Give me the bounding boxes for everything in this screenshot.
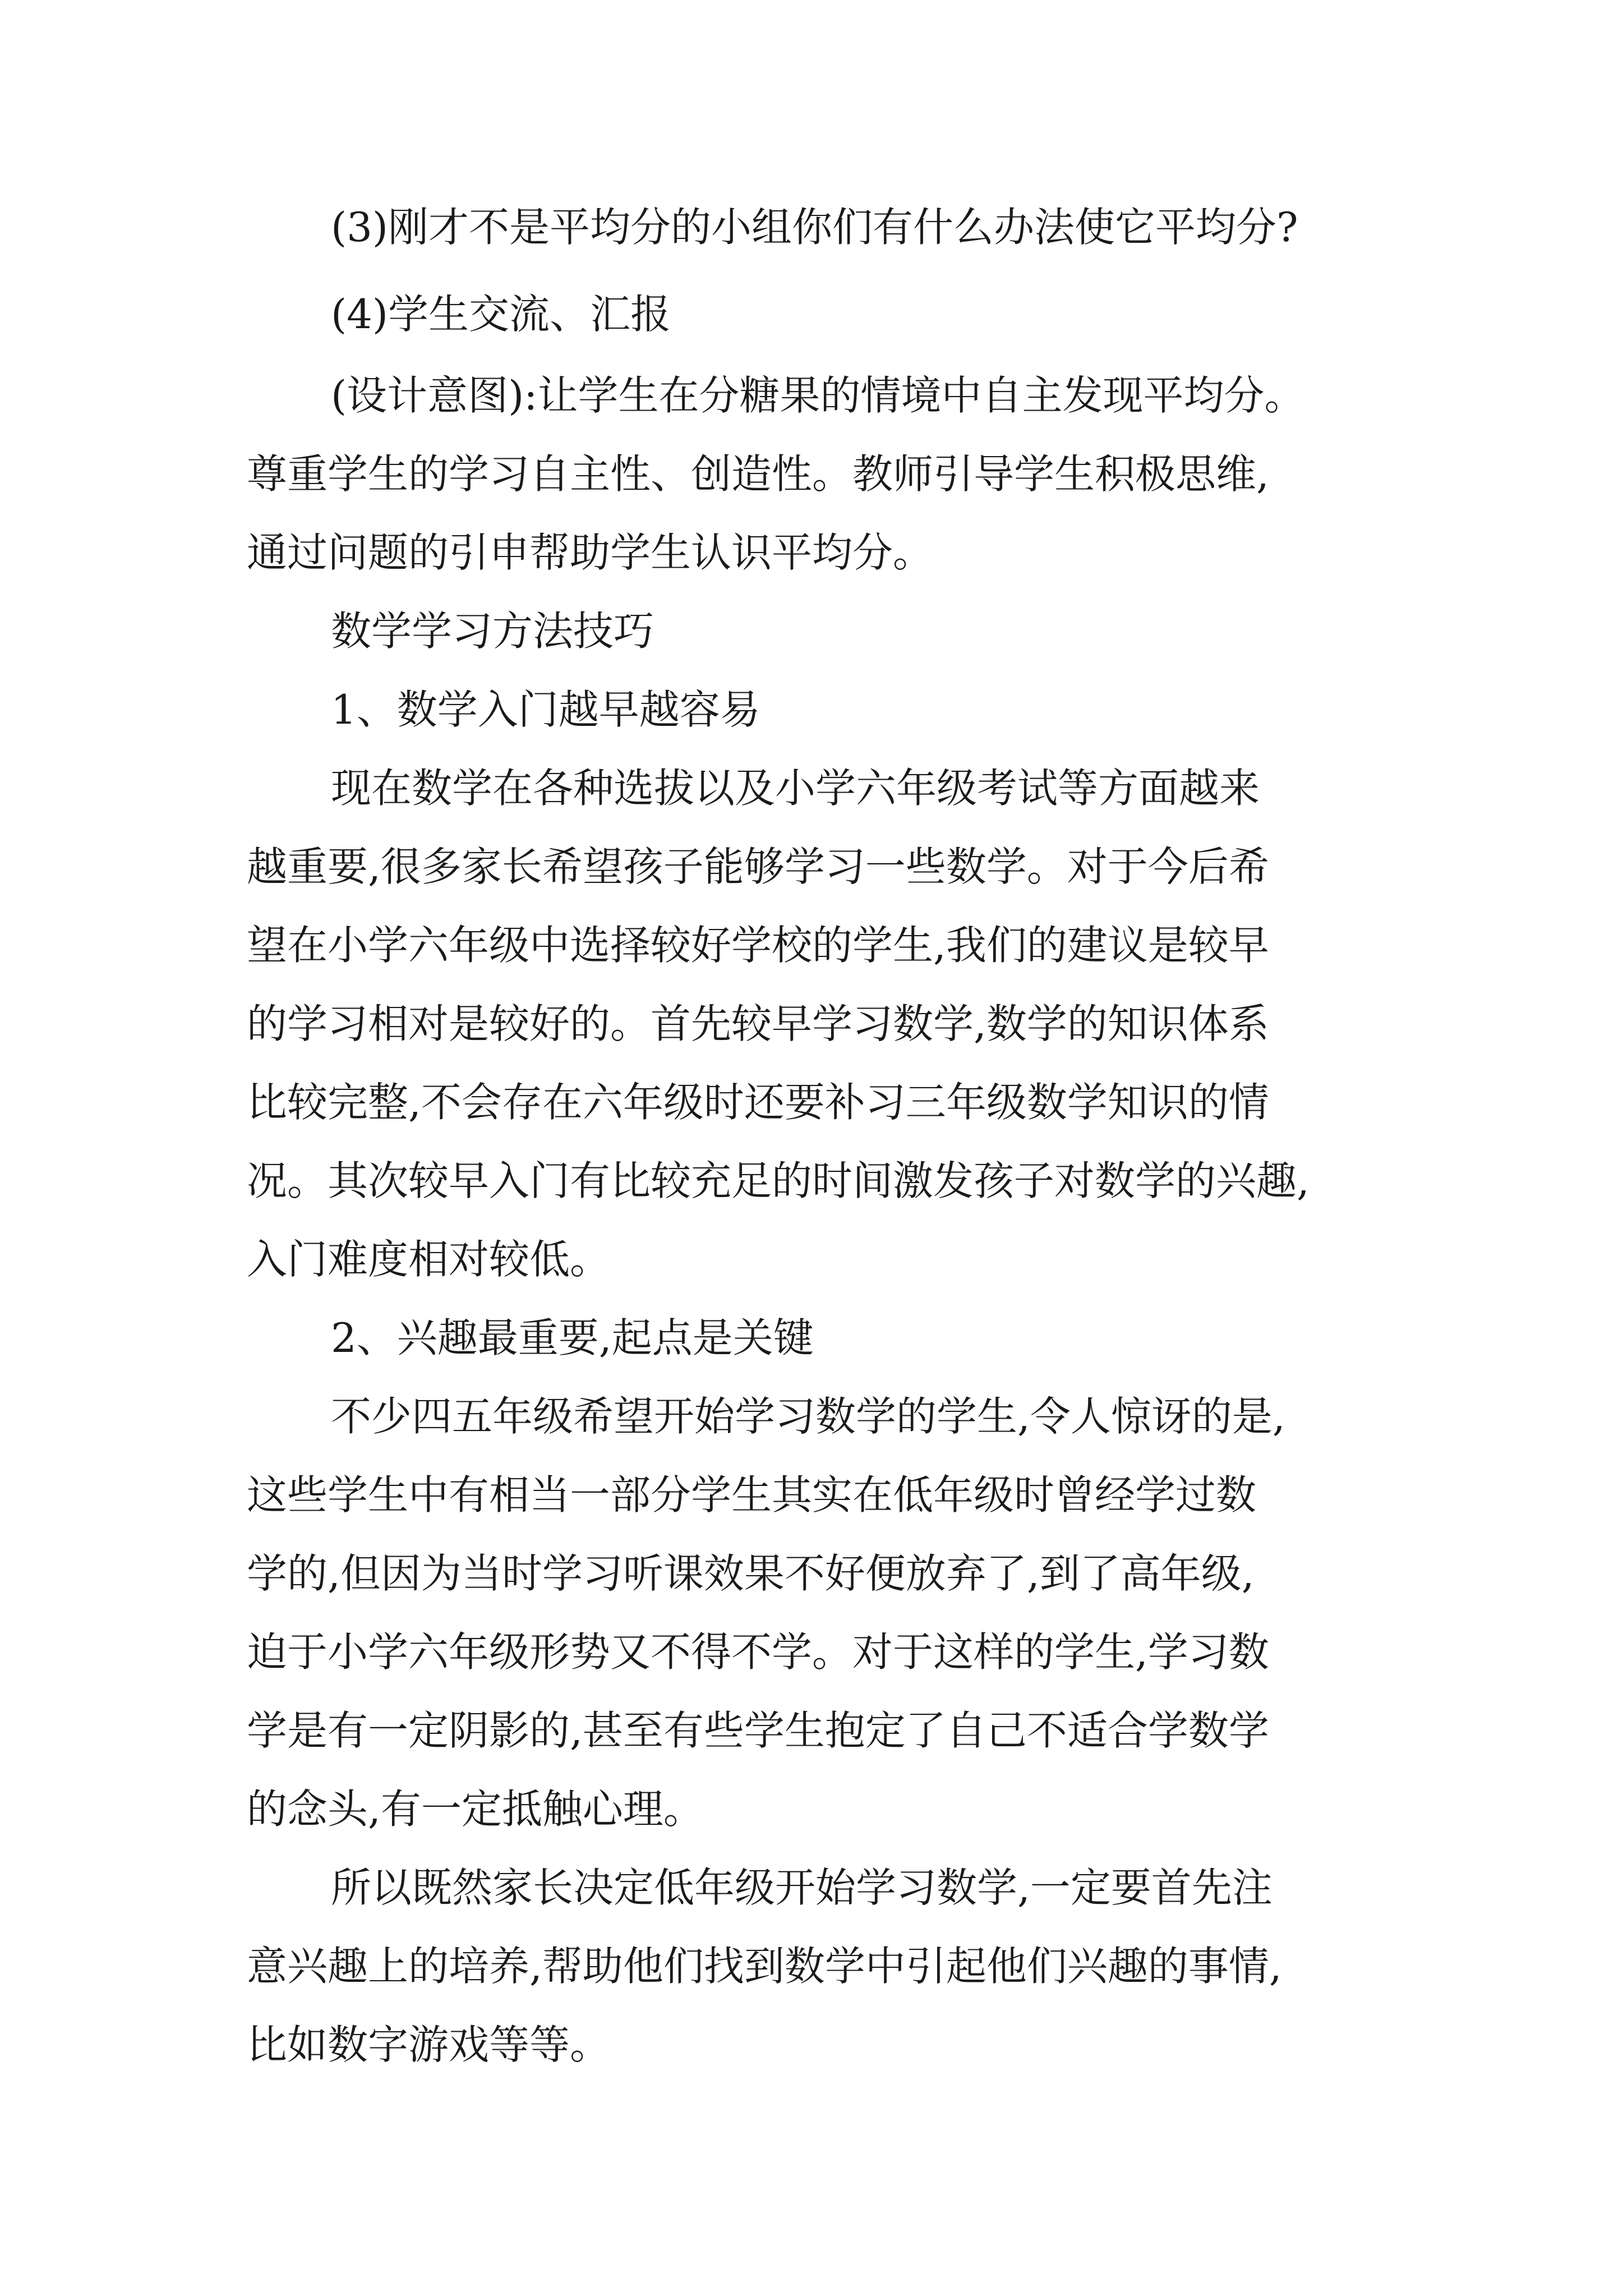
text-line: 现在数学在各种选拔以及小学六年级考试等方面越来 bbox=[331, 765, 1260, 812]
text-line: 望在小学六年级中选择较好学校的学生,我们的建议是较早 bbox=[247, 922, 1269, 969]
text-line: 的学习相对是较好的。首先较早学习数学,数学的知识体系 bbox=[247, 1000, 1269, 1047]
text-line: 通过问题的引申帮助学生认识平均分。 bbox=[247, 529, 934, 576]
text-line: (3)刚才不是平均分的小组你们有什么办法使它平均分? bbox=[331, 204, 1298, 251]
text-line: 数学学习方法技巧 bbox=[331, 608, 654, 655]
text-line: (4)学生交流、汇报 bbox=[331, 291, 671, 338]
text-line: 1、数学入门越早越容易 bbox=[331, 686, 760, 733]
text-line: 不少四五年级希望开始学习数学的学生,令人惊讶的是, bbox=[331, 1393, 1285, 1440]
text-line: 迫于小学六年级形势又不得不学。对于这样的学生,学习数 bbox=[247, 1628, 1269, 1676]
text-line: 尊重学生的学习自主性、创造性。教师引导学生积极思维, bbox=[247, 450, 1269, 498]
text-line: 的念头,有一定抵触心理。 bbox=[247, 1786, 704, 1833]
text-line: (设计意图):让学生在分糖果的情境中自主发现平均分。 bbox=[331, 372, 1305, 419]
text-line: 意兴趣上的培养,帮助他们找到数学中引起他们兴趣的事情, bbox=[247, 1943, 1282, 1990]
text-line: 2、兴趣最重要,起点是关键 bbox=[331, 1314, 814, 1361]
text-line: 这些学生中有相当一部分学生其实在低年级时曾经学过数 bbox=[247, 1471, 1257, 1519]
text-line: 比较完整,不会存在六年级时还要补习三年级数学知识的情 bbox=[247, 1079, 1269, 1126]
text-line: 入门难度相对较低。 bbox=[247, 1236, 611, 1283]
text-line: 所以既然家长决定低年级开始学习数学,一定要首先注 bbox=[331, 1864, 1272, 1911]
text-line: 学是有一定阴影的,甚至有些学生抱定了自己不适合学数学 bbox=[247, 1707, 1269, 1754]
text-line: 比如数字游戏等等。 bbox=[247, 2021, 611, 2068]
text-line: 学的,但因为当时学习听课效果不好便放弃了,到了高年级, bbox=[247, 1550, 1255, 1597]
text-line: 况。其次较早入门有比较充足的时间激发孩子对数学的兴趣, bbox=[247, 1157, 1310, 1204]
text-line: 越重要,很多家长希望孩子能够学习一些数学。对于今后希 bbox=[247, 843, 1269, 890]
